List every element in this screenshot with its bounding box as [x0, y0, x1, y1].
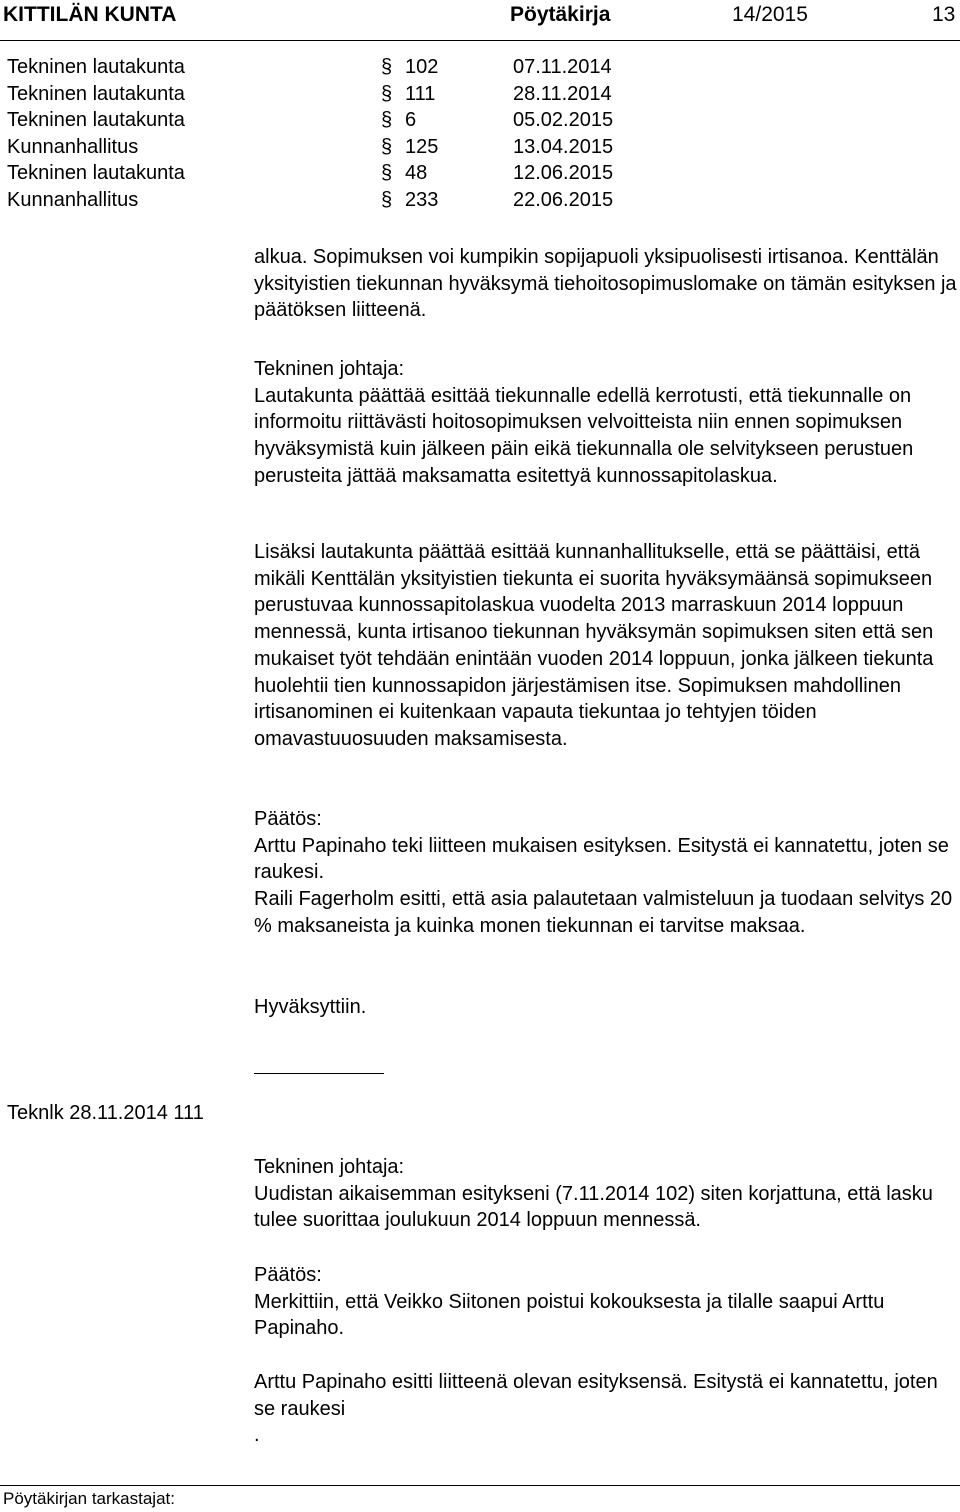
- history-date: 12.06.2015: [513, 162, 614, 184]
- decision-text-3: Merkittiin, että Veikko Siitonen poistui kokouksesta ja tilalle saapui Arttu Papinaho.: [254, 1290, 885, 1340]
- history-body: Tekninen lautakunta: [7, 83, 185, 105]
- history-date: 13.04.2015: [513, 136, 614, 158]
- section-sign: §: [381, 56, 393, 78]
- section-sign: §: [381, 109, 393, 131]
- proposal-text-2: Lisäksi lautakunta päättää esittää kunnanhallitukselle, että se päättäisi, että mikäli Kenttälän yksityistien tiekunta ei suorita hyväksymäänsä sopimukseen perustuvaa kunnossapitolaskua vuodelta 2013 marraskuun 2014 loppuun mennessä, kunta irtisanoo tiekunnan hyväksymän sopimuksen siten että sen mukaiset työt tehdään enintään vuoden 2014 loppuun, jonka jälkeen tiekunta huolehtii tien kunnossapidon järjestämisen itse. Sopimuksen mahdollinen irtisanominen ei kuitenkaan vapauta tiekuntaa jo tehtyjen töiden omavastuuosuuden maksamisesta.: [254, 541, 934, 750]
- paragraph-text: alkua. Sopimuksen voi kumpikin sopijapuoli yksipuolisesti irtisanoa. Kenttälän yksityistien tiekunnan hyväksymä tiehoitosopimuslomake on tämän esityksen ja päätöksen liitteenä.: [254, 246, 957, 322]
- history-row: [7, 54, 647, 81]
- history-row: [7, 81, 647, 108]
- decision-section-2: [254, 1262, 960, 1342]
- history-section-number: 102: [405, 56, 439, 78]
- footer-reviewers-label: Pöytäkirjan tarkastajat:: [3, 1489, 175, 1508]
- history-date: 07.11.2014: [513, 56, 612, 78]
- approval-section: [254, 994, 960, 1021]
- document-type: Pöytäkirja: [510, 3, 611, 26]
- section-sign: §: [381, 189, 393, 211]
- meeting-reference: Teknlk 28.11.2014 111: [7, 1102, 204, 1124]
- header-divider: [0, 40, 960, 41]
- history-section-number: 125: [405, 136, 439, 158]
- document-number: 14/2015: [732, 3, 808, 26]
- section-sign: §: [381, 136, 393, 158]
- decision-section: [254, 806, 960, 940]
- background-paragraph: [254, 244, 960, 324]
- section-label-technical-director: Tekninen johtaja:: [254, 358, 405, 380]
- history-body: Tekninen lautakunta: [7, 109, 185, 131]
- history-section-number: 233: [405, 189, 439, 211]
- history-row: [7, 134, 647, 161]
- page-number: 13: [932, 3, 956, 26]
- history-row: [7, 187, 647, 214]
- history-section-number: 6: [405, 109, 417, 131]
- proposal-section: [254, 356, 960, 490]
- section-divider: [254, 1073, 384, 1074]
- history-date: 22.06.2015: [513, 189, 614, 211]
- footer-divider: [0, 1485, 960, 1486]
- proposal-text: Lautakunta päättää esittää tiekunnalle edellä kerrotusti, että tiekunnalle on informoitu riittävästi hoitosopimuksen velvoitteista niin ennen sopimuksen hyväksymistä kuin jälkeen päin eikä tiekunnalla ole selvitykseen perustuen perusteita jättää maksamatta esitettyä kunnossapitolaskua.: [254, 384, 914, 487]
- decision-text-1: Arttu Papinaho teki liitteen mukaisen esityksen. Esitystä ei kannatettu, joten se raukesi.: [254, 834, 949, 884]
- decision-text-2: Raili Fagerholm esitti, että asia palautetaan valmisteluun ja tuodaan selvitys 20 % maksaneista ja kuinka monen tiekunnan ei tarvitse maksaa.: [254, 888, 953, 937]
- history-date: 05.02.2015: [513, 109, 614, 131]
- section-label-technical-director-2: Tekninen johtaja:: [254, 1156, 405, 1178]
- revised-proposal-section: [254, 1154, 960, 1234]
- history-section-number: 48: [405, 162, 428, 184]
- history-section-number: 111: [405, 83, 436, 105]
- decision-section-3: [254, 1369, 960, 1449]
- history-body: Kunnanhallitus: [7, 136, 139, 158]
- history-row: [7, 107, 647, 134]
- history-body: Tekninen lautakunta: [7, 56, 185, 78]
- history-body: Kunnanhallitus: [7, 189, 139, 211]
- section-sign: §: [381, 162, 393, 184]
- history-row: [7, 160, 647, 187]
- section-label-decision-2: Päätös:: [254, 1264, 322, 1286]
- revised-proposal-text: Uudistan aikaisemman esitykseni (7.11.2014 102) siten korjattuna, että lasku tulee suorittaa joulukuun 2014 loppuun mennessä.: [254, 1182, 933, 1232]
- decision-text-4: Arttu Papinaho esitti liitteenä olevan esityksensä. Esitystä ei kannatettu, joten se raukesi: [254, 1371, 938, 1420]
- section-label-decision: Päätös:: [254, 808, 322, 830]
- approval-text: Hyväksyttiin.: [254, 996, 367, 1018]
- section-sign: §: [381, 83, 393, 105]
- history-date: 28.11.2014: [513, 83, 612, 105]
- history-body: Tekninen lautakunta: [7, 162, 185, 184]
- municipality-name: KITTILÄN KUNTA: [3, 3, 177, 26]
- trailing-dot: .: [254, 1424, 260, 1447]
- proposal-continuation: [254, 539, 960, 753]
